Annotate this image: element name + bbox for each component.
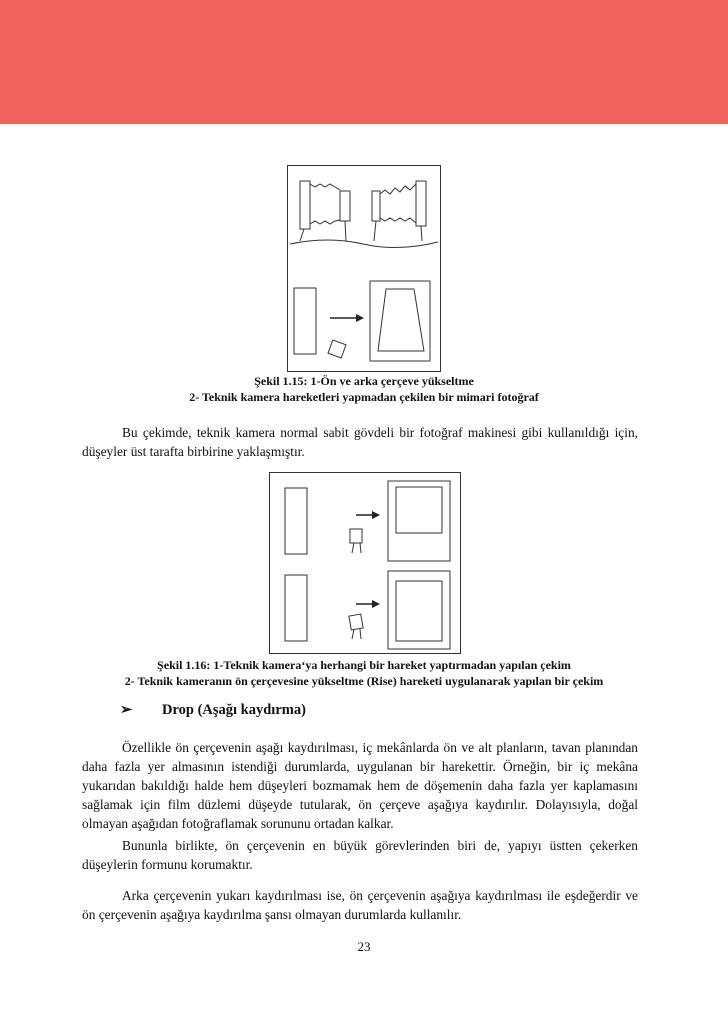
bullet-arrow-icon: ➢ bbox=[120, 702, 133, 718]
camera-no-movement-and-rise-illustration bbox=[270, 473, 460, 653]
figure-1-16-caption-line1: Şekil 1.16: 1-Teknik kamera‘ya herhangi bir hareket yaptırmadan yapılan çekim bbox=[157, 658, 571, 672]
section-heading-text: Drop (Aşağı kaydırma) bbox=[162, 702, 306, 718]
figure-1-16 bbox=[269, 472, 461, 654]
paragraph-3: Bununla birlikte, ön çerçevenin en büyük görevlerinden biri de, yapıyı üstten çekerken düşeylerin formunu korumaktır. bbox=[82, 838, 638, 872]
figure-1-15-caption-line1: Şekil 1.15: 1-Ön ve arka çerçeve yükseltme bbox=[254, 374, 474, 388]
paragraph-4: Arka çerçevenin yukarı kaydırılması ise, ön çerçevenin aşağıya kaydırılması ile eşdeğerdir ve ön çerçevenin aşağıya kaydırılma şansı olmayan durumlarda kullanılır. bbox=[82, 888, 638, 922]
figure-1-16-caption-line2: 2- Teknik kameranın ön çerçevesine yükseltme (Rise) hareketi uygulanarak yapılan bir çekim bbox=[124, 674, 604, 688]
figure-1-15 bbox=[287, 165, 441, 372]
figure-1-15-caption-line2: 2- Teknik kamera hareketleri yapmadan çekilen bir mimari fotoğraf bbox=[189, 390, 539, 404]
camera-rise-illustration bbox=[288, 166, 440, 371]
paragraph-1: Bu çekimde, teknik kamera normal sabit gövdeli bir fotoğraf makinesi gibi kullanıldığı için, düşeyler üst tarafta birbirine yaklaşmıştır. bbox=[82, 425, 638, 459]
header-banner bbox=[0, 0, 728, 124]
paragraph-2: Özellikle ön çerçevenin aşağı kaydırılması, iç mekânlarda ön ve alt planların, tavan planından daha fazla yer almasının istendiği durumlarda, uygulanan bir harekettir. Örneğin, bir iç mekâna yukarıdan bakıldığı halde hem düşeyleri bozmamak hem de döşemenin daha fazla yer kaplamasını sağlamak için film düzlemi düşeyde tutularak, ön çerçeve aşağıya kaydırılır. Dolayısıyla, doğal olmayan aşağıdan fotoğraflamak sorununu ortadan kalkar. bbox=[82, 740, 638, 831]
page-number: 23 bbox=[357, 939, 371, 954]
section-heading-drop bbox=[120, 702, 306, 719]
